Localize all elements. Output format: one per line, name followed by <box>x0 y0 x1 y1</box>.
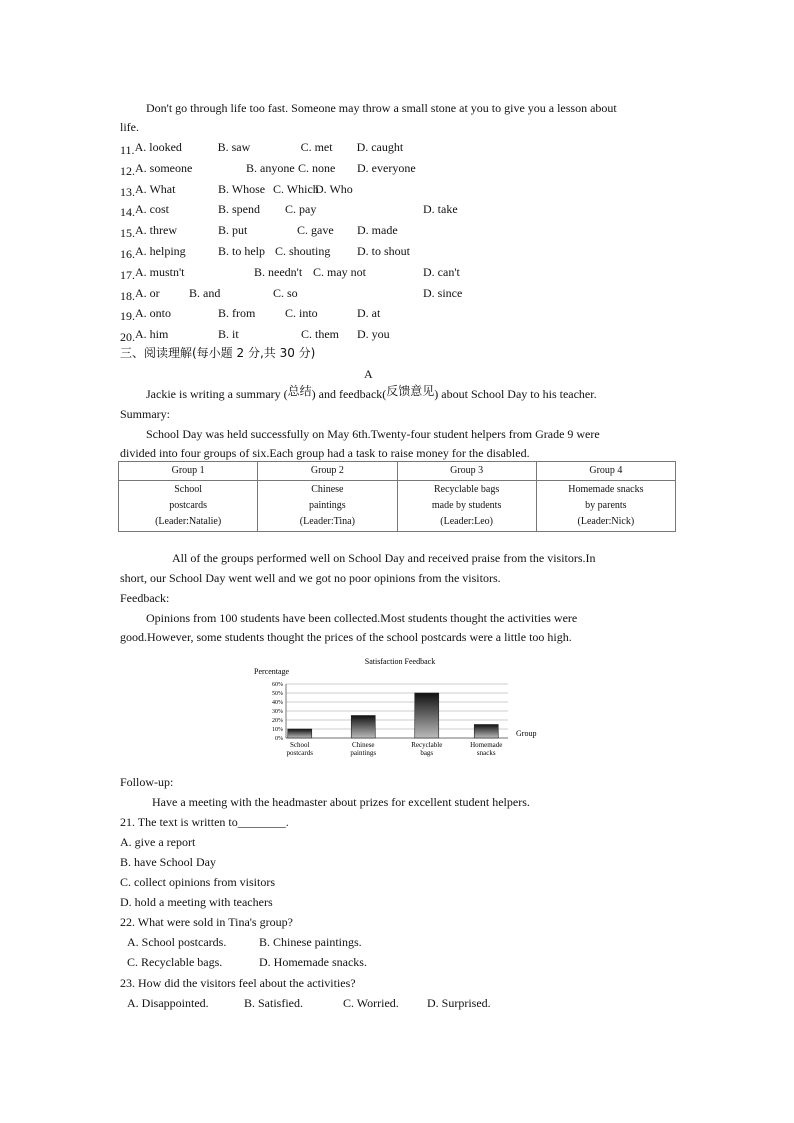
y-tick-label: 60% <box>272 682 283 688</box>
question-number: 16. <box>120 247 135 261</box>
question-number: 20. <box>120 330 135 345</box>
option-b: B. and <box>189 285 221 300</box>
option-d: D. can't <box>423 264 460 279</box>
option-a: A. onto <box>135 306 171 321</box>
question-number: 13. <box>120 184 135 199</box>
summary-line-2: divided into four groups of six.Each group had a task to raise money for the disabled. <box>120 446 530 460</box>
cloze-question-11 <box>120 140 475 157</box>
option-c: C. pay <box>285 202 317 217</box>
question-number: 14. <box>120 205 135 220</box>
chart-xlabel: Group <box>516 729 537 738</box>
option-d: D. since <box>423 285 463 300</box>
option-c: C. shouting <box>275 244 331 258</box>
y-tick-label: 30% <box>272 709 283 715</box>
bar-4 <box>474 725 498 739</box>
summary-line-1: School Day was held successfully on May 6th.Twenty-four student helpers from Grade 9 were <box>146 427 600 441</box>
groups-table <box>118 461 676 532</box>
option-d: D. take <box>423 202 458 217</box>
passage-intro <box>146 384 597 401</box>
option-d: D. everyone <box>357 160 416 175</box>
cloze-question-13 <box>120 182 475 199</box>
option-b: B. spend <box>218 202 260 217</box>
x-tick-label: paintings <box>350 749 377 757</box>
option-a: A. someone <box>135 160 193 175</box>
option-d: D. at <box>357 306 381 321</box>
option-a: A. helping <box>135 244 186 258</box>
x-tick-label: bags <box>420 749 434 757</box>
option-a: A. him <box>135 327 169 342</box>
followup-label: Follow-up: <box>120 775 174 789</box>
cloze-question-18 <box>120 286 475 303</box>
y-tick-label: 0% <box>275 736 283 742</box>
table-cell: School postcards (Leader:Natalie) <box>119 481 258 532</box>
x-tick-label: School <box>290 741 310 749</box>
table-header: Group 3 <box>397 462 536 481</box>
cloze-question-20 <box>120 327 475 344</box>
intro-text-b: ) and feedback( <box>311 387 387 401</box>
table-cell: Recyclable bags made by students (Leader:Leo) <box>397 481 536 532</box>
y-tick-label: 20% <box>272 718 283 724</box>
option-a: A. threw <box>135 223 177 238</box>
table-header: Group 1 <box>119 462 258 481</box>
followup-line: Have a meeting with the headmaster about prizes for excellent student helpers. <box>152 795 530 809</box>
option-a: A. or <box>135 285 160 300</box>
x-tick-label: Homemade <box>470 741 503 749</box>
question-22-option-c: C. Recyclable bags. <box>127 955 223 969</box>
option-a: A. cost <box>135 202 169 217</box>
y-tick-label: 50% <box>272 691 283 697</box>
option-c: C. gave <box>297 223 334 238</box>
cloze-question-15 <box>120 223 475 240</box>
option-c: C. so <box>273 285 298 300</box>
chart-ylabel: Percentage <box>254 667 290 676</box>
feedback-line-2: good.However, some students thought the prices of the school postcards were a little too high. <box>120 630 572 644</box>
option-a: A. mustn't <box>135 264 185 279</box>
section-title: 三、阅读理解(每小题 2 分,共 30 分) <box>120 346 316 360</box>
option-b: B. it <box>218 327 239 342</box>
table-cell: Chinese paintings (Leader:Tina) <box>258 481 397 532</box>
option-c: C. met <box>300 140 333 154</box>
cloze-question-19 <box>120 306 475 323</box>
question-22-stem: 22. What were sold in Tina's group? <box>120 915 293 929</box>
question-23-option-b: B. Satisfied. <box>244 996 303 1010</box>
intro-text-a: Jackie is writing a summary ( <box>146 387 288 401</box>
option-a: A. looked <box>134 140 182 154</box>
cloze-question-12 <box>120 161 475 178</box>
intro-line-2: life. <box>120 120 139 134</box>
table-row <box>119 481 676 532</box>
table-cell: Homemade snacks by parents (Leader:Nick) <box>536 481 675 532</box>
x-tick-label: Recyclable <box>411 741 443 749</box>
question-23-option-d: D. Surprised. <box>427 996 491 1010</box>
intro-cn-summary: 总结 <box>287 384 312 398</box>
bar-1 <box>288 729 312 738</box>
option-b: B. Whose <box>218 181 266 196</box>
option-b: B. anyone <box>246 160 295 175</box>
option-c: C. them <box>301 327 339 342</box>
question-21-stem: 21. The text is written to________. <box>120 815 289 829</box>
bar-3 <box>415 693 439 738</box>
question-number: 19. <box>120 309 135 324</box>
question-22-option-d: D. Homemade snacks. <box>259 955 367 969</box>
question-22-option-a: A. School postcards. <box>127 935 227 949</box>
option-b: B. saw <box>217 140 251 154</box>
option-b: B. put <box>218 223 248 238</box>
question-21-option-d: D. hold a meeting with teachers <box>120 895 273 909</box>
question-21-option-a: A. give a report <box>120 835 196 849</box>
question-number: 12. <box>120 163 135 178</box>
option-b: B. needn't <box>254 264 303 279</box>
cloze-question-16 <box>120 244 475 261</box>
cloze-question-14 <box>120 202 475 219</box>
x-tick-label: Chinese <box>351 741 375 749</box>
question-23-option-a: A. Disappointed. <box>127 996 209 1010</box>
option-d: D. you <box>357 327 390 342</box>
question-22-options <box>127 935 362 949</box>
bar-2 <box>351 716 375 739</box>
x-tick-label: postcards <box>286 749 313 757</box>
question-22-option-b: B. Chinese paintings. <box>259 935 362 949</box>
question-23-options <box>127 996 491 1010</box>
question-23-option-c: C. Worried. <box>343 996 399 1010</box>
question-23-stem: 23. How did the visitors feel about the activities? <box>120 976 356 990</box>
question-number: 18. <box>120 288 135 303</box>
x-tick-label: snacks <box>476 749 496 757</box>
y-tick-label: 10% <box>272 727 283 733</box>
question-21-option-b: B. have School Day <box>120 855 216 869</box>
option-b: B. to help <box>218 244 265 258</box>
option-a: A. What <box>135 181 176 196</box>
option-c: C. into <box>285 306 318 321</box>
question-number: 11. <box>120 143 135 157</box>
intro-line-1: Don't go through life too fast. Someone may throw a small stone at you to give you a lesson about <box>146 101 617 115</box>
table-header: Group 2 <box>258 462 397 481</box>
option-d: D. made <box>357 223 398 238</box>
question-22-options-2 <box>127 955 367 969</box>
y-tick-label: 40% <box>272 700 283 706</box>
intro-cn-feedback: 反馈意见 <box>386 384 435 398</box>
option-c: C. may not <box>313 264 366 279</box>
after-table-line-1: All of the groups performed well on School Day and received praise from the visitors.In <box>172 551 596 565</box>
option-d: D. caught <box>356 140 404 154</box>
feedback-label: Feedback: <box>120 591 170 605</box>
option-b: B. from <box>218 306 256 321</box>
question-number: 17. <box>120 267 135 282</box>
table-header: Group 4 <box>536 462 675 481</box>
option-d: D. to shout <box>357 244 411 258</box>
feedback-line-1: Opinions from 100 students have been collected.Most students thought the activities were <box>146 611 578 625</box>
cloze-question-17 <box>120 265 475 282</box>
question-number: 15. <box>120 226 135 241</box>
passage-label: A <box>364 367 373 381</box>
summary-label: Summary: <box>120 407 170 421</box>
intro-text-c: ) about School Day to his teacher. <box>434 387 597 401</box>
option-c: C. Which <box>273 181 319 196</box>
question-21-option-c: C. collect opinions from visitors <box>120 875 275 889</box>
table-header-row <box>119 462 676 481</box>
satisfaction-chart <box>250 654 550 764</box>
after-table-line-2: short, our School Day went well and we got no poor opinions from the visitors. <box>120 571 501 585</box>
option-c: C. none <box>298 160 336 175</box>
chart-title: Satisfaction Feedback <box>364 657 436 666</box>
option-d: D. Who <box>315 181 353 196</box>
